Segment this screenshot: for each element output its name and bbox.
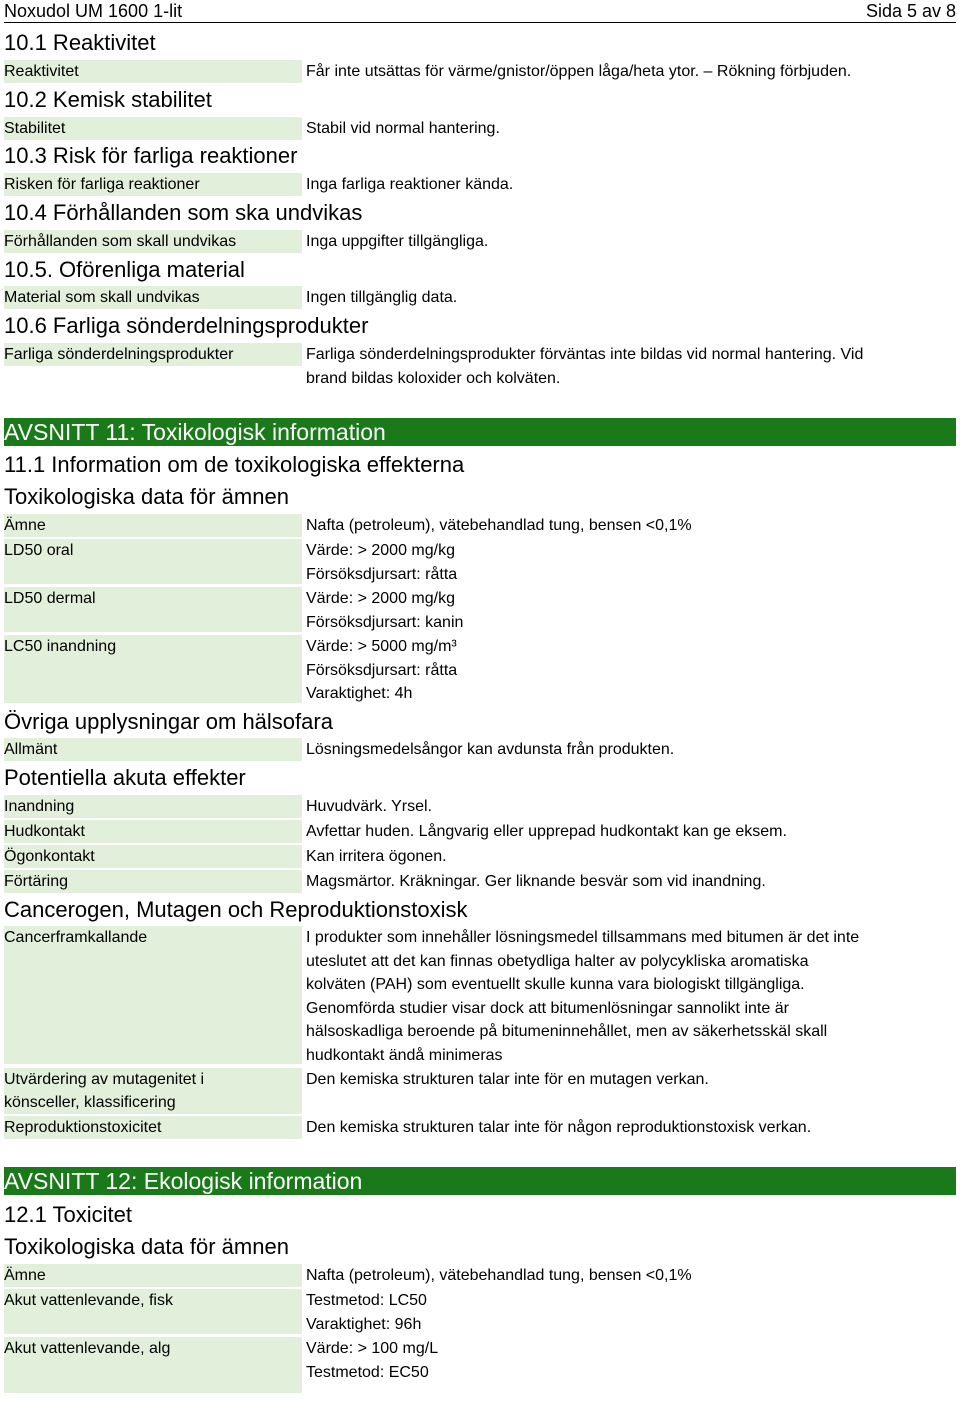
value-sonderdelning: Farliga sönderdelningsprodukter förväntas inte bildas vid normal hantering. Vid brand bildas koloxider och kolväten. [306, 346, 864, 387]
value-ld50-dermal: Värde: > 2000 mg/kg Försöksdjursart: kanin [306, 590, 464, 631]
label-fortaring: Förtäring [4, 870, 302, 893]
value-hudkontakt: Avfettar huden. Långvarig eller upprepad hudkontakt kan ge eksem. [306, 823, 787, 840]
value-stabilitet: Stabil vid normal hantering. [306, 120, 500, 137]
value-fortaring: Magsmärtor. Kräkningar. Ger liknande besvär som vid inandning. [306, 873, 766, 890]
value-amne-12: Nafta (petroleum), vätebehandlad tung, bensen <0,1% [306, 1267, 692, 1284]
heading-10-3: 10.3 Risk för farliga reaktioner [4, 143, 298, 168]
label-reaktivitet: Reaktivitet [4, 60, 302, 83]
label-ld50-dermal: LD50 dermal [4, 587, 302, 632]
value-forhallanden: Inga uppgifter tillgängliga. [306, 233, 489, 250]
label-sonderdelning: Farliga sönderdelningsprodukter [4, 343, 302, 366]
page-header [4, 0, 956, 23]
section-band-11 [4, 418, 956, 446]
value-lc50: Värde: > 5000 mg/m³ Försöksdjursart: råtta Varaktighet: 4h [306, 638, 458, 702]
value-fisk: Testmetod: LC50 Varaktighet: 96h [306, 1292, 427, 1333]
document-title: Noxudol UM 1600 1-lit [4, 1, 183, 21]
heading-10-6: 10.6 Farliga sönderdelningsprodukter [4, 313, 369, 338]
heading-10-4: 10.4 Förhållanden som ska undvikas [4, 200, 363, 225]
label-lc50: LC50 inandning [4, 635, 302, 703]
value-ogonkontakt: Kan irritera ögonen. [306, 848, 447, 865]
label-hudkontakt: Hudkontakt [4, 820, 302, 843]
label-inandning: Inandning [4, 795, 302, 818]
heading-ovriga: Övriga upplysningar om hälsofara [4, 709, 333, 734]
section-band-12-title: AVSNITT 12: Ekologisk information [4, 1168, 363, 1194]
value-alg: Värde: > 100 mg/L Testmetod: EC50 [306, 1340, 439, 1381]
page-number: Sida 5 av 8 [865, 1, 956, 21]
label-amne-12: Ämne [4, 1264, 302, 1287]
label-forhallanden: Förhållanden som skall undvikas [4, 230, 302, 253]
value-inandning: Huvudvärk. Yrsel. [306, 798, 432, 815]
heading-akuta: Potentiella akuta effekter [4, 765, 246, 790]
heading-12-1: 12.1 Toxicitet [4, 1202, 133, 1227]
heading-tox-data-12: Toxikologiska data för ämnen [4, 1234, 289, 1259]
label-cancerframkallande: Cancerframkallande [4, 926, 302, 1064]
heading-10-2: 10.2 Kemisk stabilitet [4, 87, 212, 112]
heading-10-5: 10.5. Oförenliga material [4, 257, 245, 282]
label-ogonkontakt: Ögonkontakt [4, 845, 302, 868]
value-reaktivitet: Får inte utsättas för värme/gnistor/öppen låga/heta ytor. – Rökning förbjuden. [306, 63, 852, 80]
label-stabilitet: Stabilitet [4, 117, 302, 140]
heading-10-1: 10.1 Reaktivitet [4, 30, 156, 55]
label-farliga-reaktioner: Risken för farliga reaktioner [4, 173, 302, 196]
section-band-12 [4, 1167, 956, 1195]
value-cancerframkallande: I produkter som innehåller lösningsmedel tillsammans med bitumen är det inte uteslutet att det kan finnas obetydliga halter av polycykliska aromatiska kolväten (PAH) som eventuellt skulle kunna vara biologiskt tillgängliga. Genomförda studier visar dock att bitumenlösningar sannolikt inte är hälsoskadliga beroende på bitumeninnehållet, men av säkerhetsskäl skall hudkontakt ändå minimeras [306, 929, 860, 1064]
value-allmant: Lösningsmedelsångor kan avdunsta från produkten. [306, 741, 675, 758]
label-reproduktion: Reproduktionstoxicitet [4, 1116, 302, 1139]
label-ld50-oral: LD50 oral [4, 539, 302, 584]
label-allmant: Allmänt [4, 738, 302, 761]
label-mutagenitet: Utvärdering av mutagenitet i könsceller, klassificering [4, 1068, 302, 1114]
value-mutagenitet: Den kemiska strukturen talar inte för en mutagen verkan. [306, 1071, 709, 1088]
value-reproduktion: Den kemiska strukturen talar inte för någon reproduktionstoxisk verkan. [306, 1119, 812, 1136]
value-amne: Nafta (petroleum), vätebehandlad tung, bensen <0,1% [306, 517, 692, 534]
section-band-11-title: AVSNITT 11: Toxikologisk information [4, 419, 386, 445]
heading-cancerogen: Cancerogen, Mutagen och Reproduktionstoxisk [4, 897, 468, 922]
value-farliga-reaktioner: Inga farliga reaktioner kända. [306, 176, 514, 193]
heading-11-1: 11.1 Information om de toxikologiska effekterna [4, 452, 465, 477]
heading-tox-data: Toxikologiska data för ämnen [4, 484, 289, 509]
label-fisk: Akut vattenlevande, fisk [4, 1289, 302, 1334]
value-material: Ingen tillgänglig data. [306, 289, 458, 306]
label-material: Material som skall undvikas [4, 286, 302, 309]
label-alg: Akut vattenlevande, alg [4, 1337, 302, 1393]
label-amne: Ämne [4, 514, 302, 537]
value-ld50-oral: Värde: > 2000 mg/kg Försöksdjursart: råtta [306, 542, 458, 583]
